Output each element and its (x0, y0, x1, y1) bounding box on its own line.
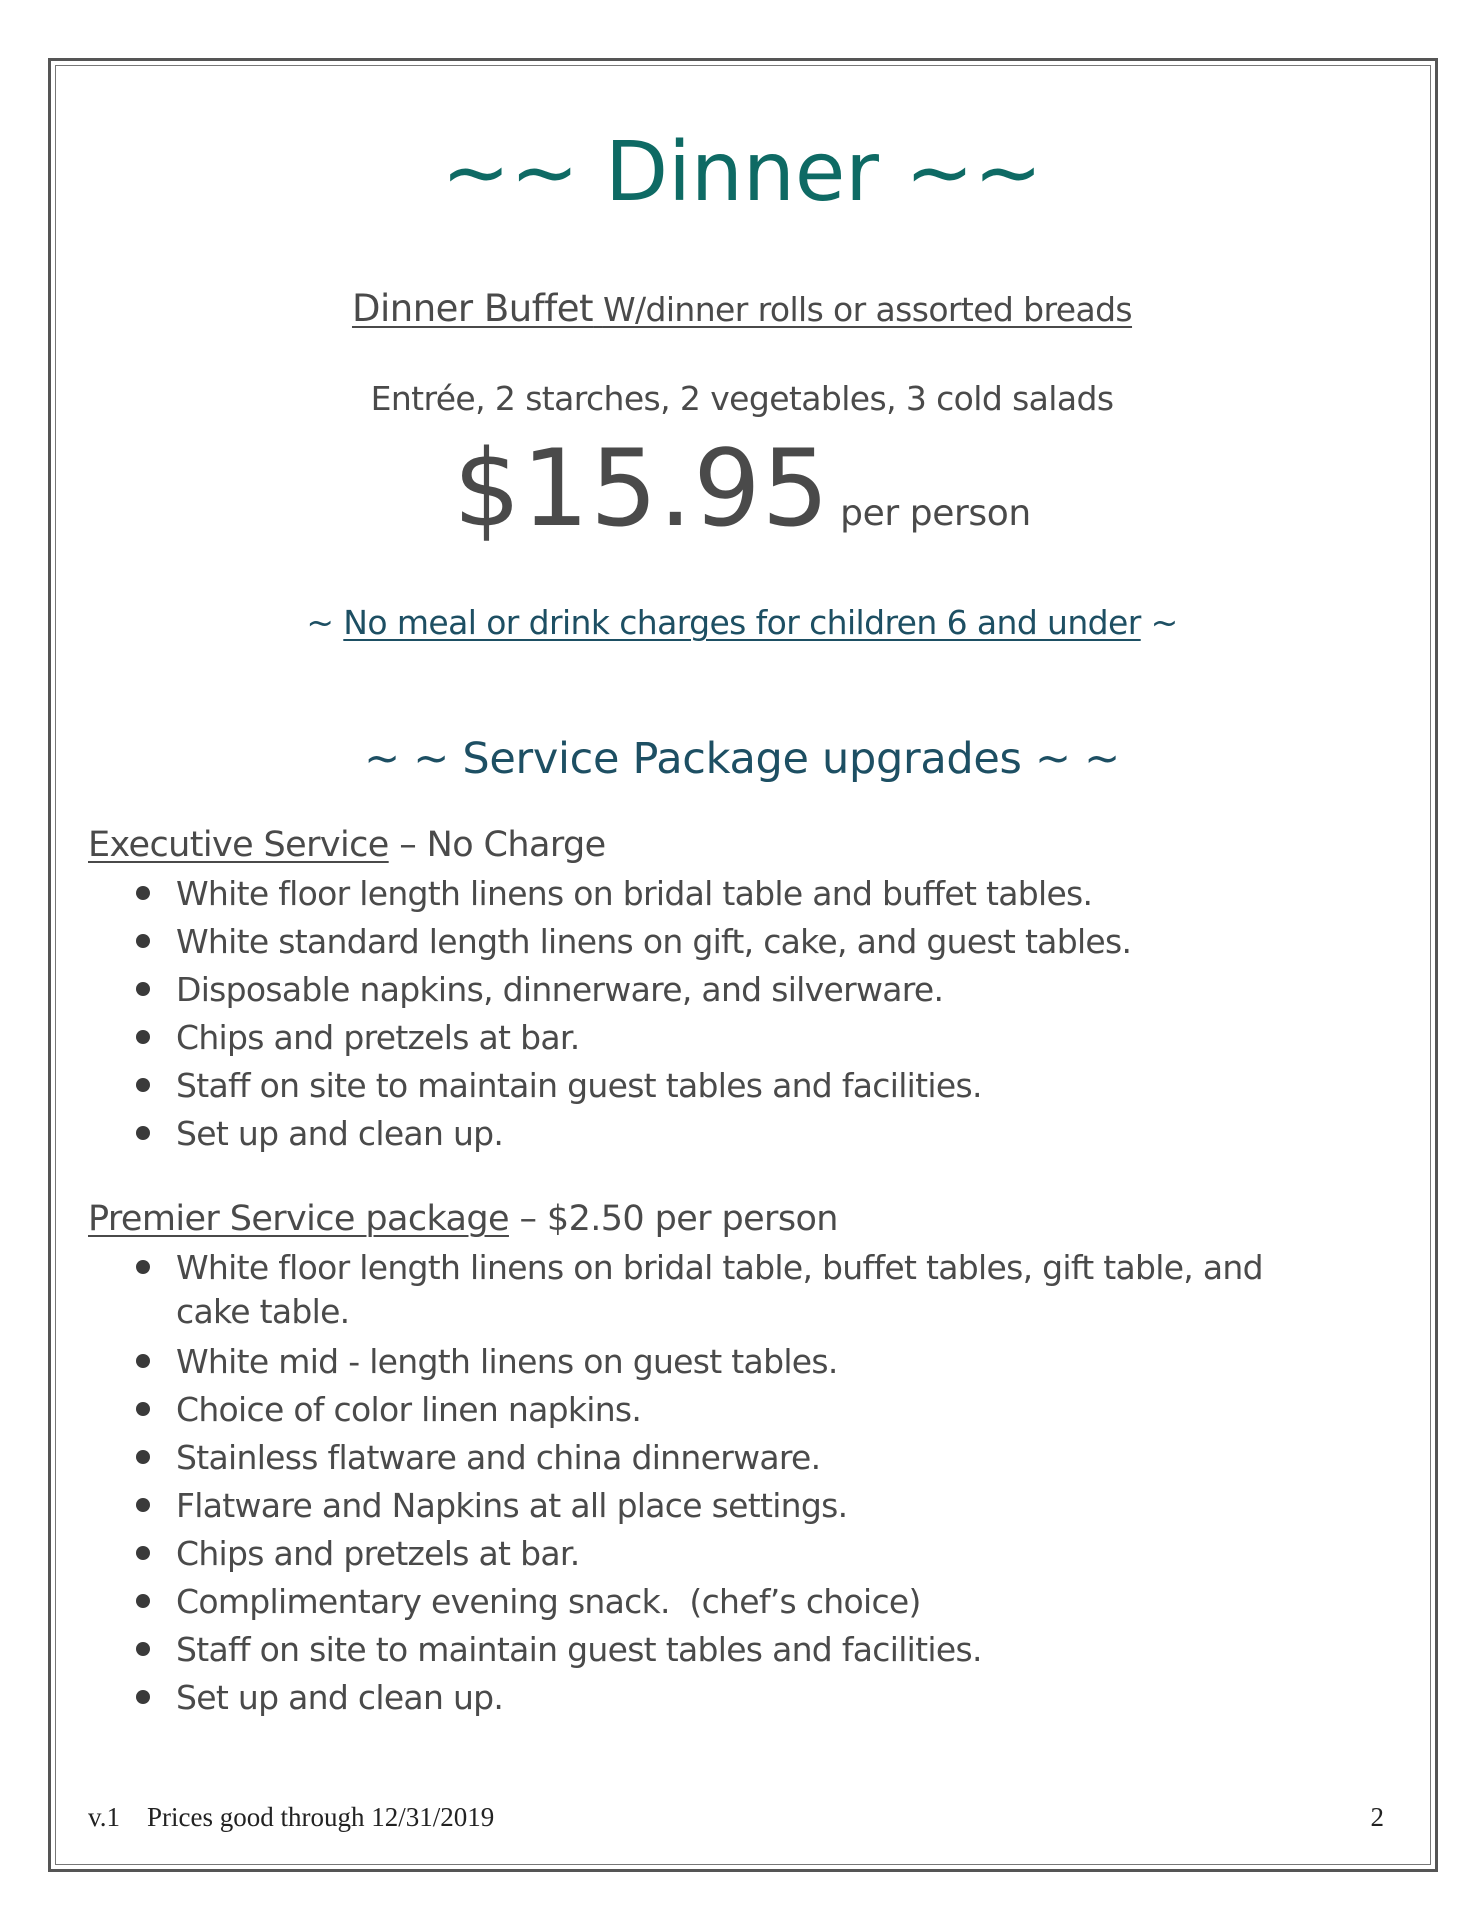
footer-version: v.1 (88, 1802, 120, 1832)
list-item-text: Set up and clean up. (176, 1114, 504, 1153)
bullet-icon (136, 1126, 150, 1140)
list-item (176, 920, 1366, 964)
bullet-icon (136, 886, 150, 900)
list-item-text: Set up and clean up. (176, 1678, 504, 1717)
service-heading: ~ ~ Service Package upgrades ~ ~ (364, 734, 1120, 784)
buffet-contents: Entrée, 2 starches, 2 vegetables, 3 cold salads (370, 379, 1114, 418)
list-item-text: Disposable napkins, dinnerware, and silverware. (176, 970, 944, 1009)
bullet-icon (136, 1594, 150, 1608)
list-item (176, 1016, 1366, 1060)
list-item-text: White floor length linens on bridal table, buffet tables, gift table, and cake table. (176, 1248, 1263, 1331)
children-note (0, 603, 1484, 642)
list-item-text: Staff on site to maintain guest tables and facilities. (176, 1066, 982, 1105)
price-row (0, 427, 1484, 550)
bullet-icon (136, 1498, 150, 1512)
list-item (176, 1484, 1366, 1528)
children-note-suffix: ~ (1140, 603, 1178, 642)
buffet-note-text: W/dinner rolls or assorted breads (602, 290, 1133, 329)
children-note-prefix: ~ (306, 603, 344, 642)
list-item-text: White standard length linens on gift, cake, and guest tables. (176, 922, 1132, 961)
list-item (176, 968, 1366, 1012)
list-item (176, 1064, 1366, 1108)
list-item (176, 1580, 1366, 1624)
bullet-icon (136, 1030, 150, 1044)
children-note-text: No meal or drink charges for children 6 and under (343, 603, 1141, 642)
footer-left (88, 1804, 494, 1831)
bullet-icon (136, 982, 150, 996)
buffet-name: Dinner Buffet (351, 287, 594, 330)
list-item-text: Complimentary evening snack. (chef’s choice) (176, 1582, 921, 1621)
footer-validity: Prices good through 12/31/2019 (147, 1802, 495, 1832)
list-item (176, 872, 1366, 916)
bullet-icon (136, 934, 150, 948)
package-price: – $2.50 per person (508, 1199, 838, 1239)
bullet-icon (136, 1260, 150, 1274)
list-item (176, 1340, 1366, 1384)
list-item-text: Chips and pretzels at bar. (176, 1018, 580, 1057)
package-heading-premier (88, 1199, 838, 1239)
bullet-icon (136, 1690, 150, 1704)
bullet-icon (136, 1642, 150, 1656)
list-item-text: Stainless flatware and china dinnerware. (176, 1438, 821, 1477)
list-item-text: Choice of color linen napkins. (176, 1390, 642, 1429)
page-title: ~~ Dinner ~~ (441, 125, 1043, 220)
list-item (176, 1246, 1346, 1334)
package-name: Premier Service package (88, 1199, 509, 1239)
list-item-text: White floor length linens on bridal table and buffet tables. (176, 874, 1093, 913)
list-item-text: Chips and pretzels at bar. (176, 1534, 580, 1573)
bullet-icon (136, 1450, 150, 1464)
buffet-heading (0, 287, 1484, 330)
list-item (176, 1532, 1366, 1576)
list-item (176, 1112, 1366, 1156)
list-item (176, 1388, 1366, 1432)
buffet-note (593, 290, 1132, 329)
list-item-text: White mid - length linens on guest tables. (176, 1342, 838, 1381)
price-unit: per person (840, 493, 1031, 534)
bullet-icon (136, 1078, 150, 1092)
footer-page-number: 2 (1370, 1802, 1384, 1832)
package-price: – No Charge (388, 825, 606, 865)
package-heading-executive (88, 825, 606, 865)
list-item (176, 1676, 1366, 1720)
list-item-text: Staff on site to maintain guest tables and facilities. (176, 1630, 982, 1669)
bullet-icon (136, 1546, 150, 1560)
price-value: $15.95 (453, 427, 831, 550)
bullet-icon (136, 1354, 150, 1368)
list-item (176, 1628, 1366, 1672)
list-item (176, 1436, 1366, 1480)
list-item-text: Flatware and Napkins at all place settings. (176, 1486, 848, 1525)
bullet-icon (136, 1402, 150, 1416)
package-name: Executive Service (88, 825, 389, 865)
